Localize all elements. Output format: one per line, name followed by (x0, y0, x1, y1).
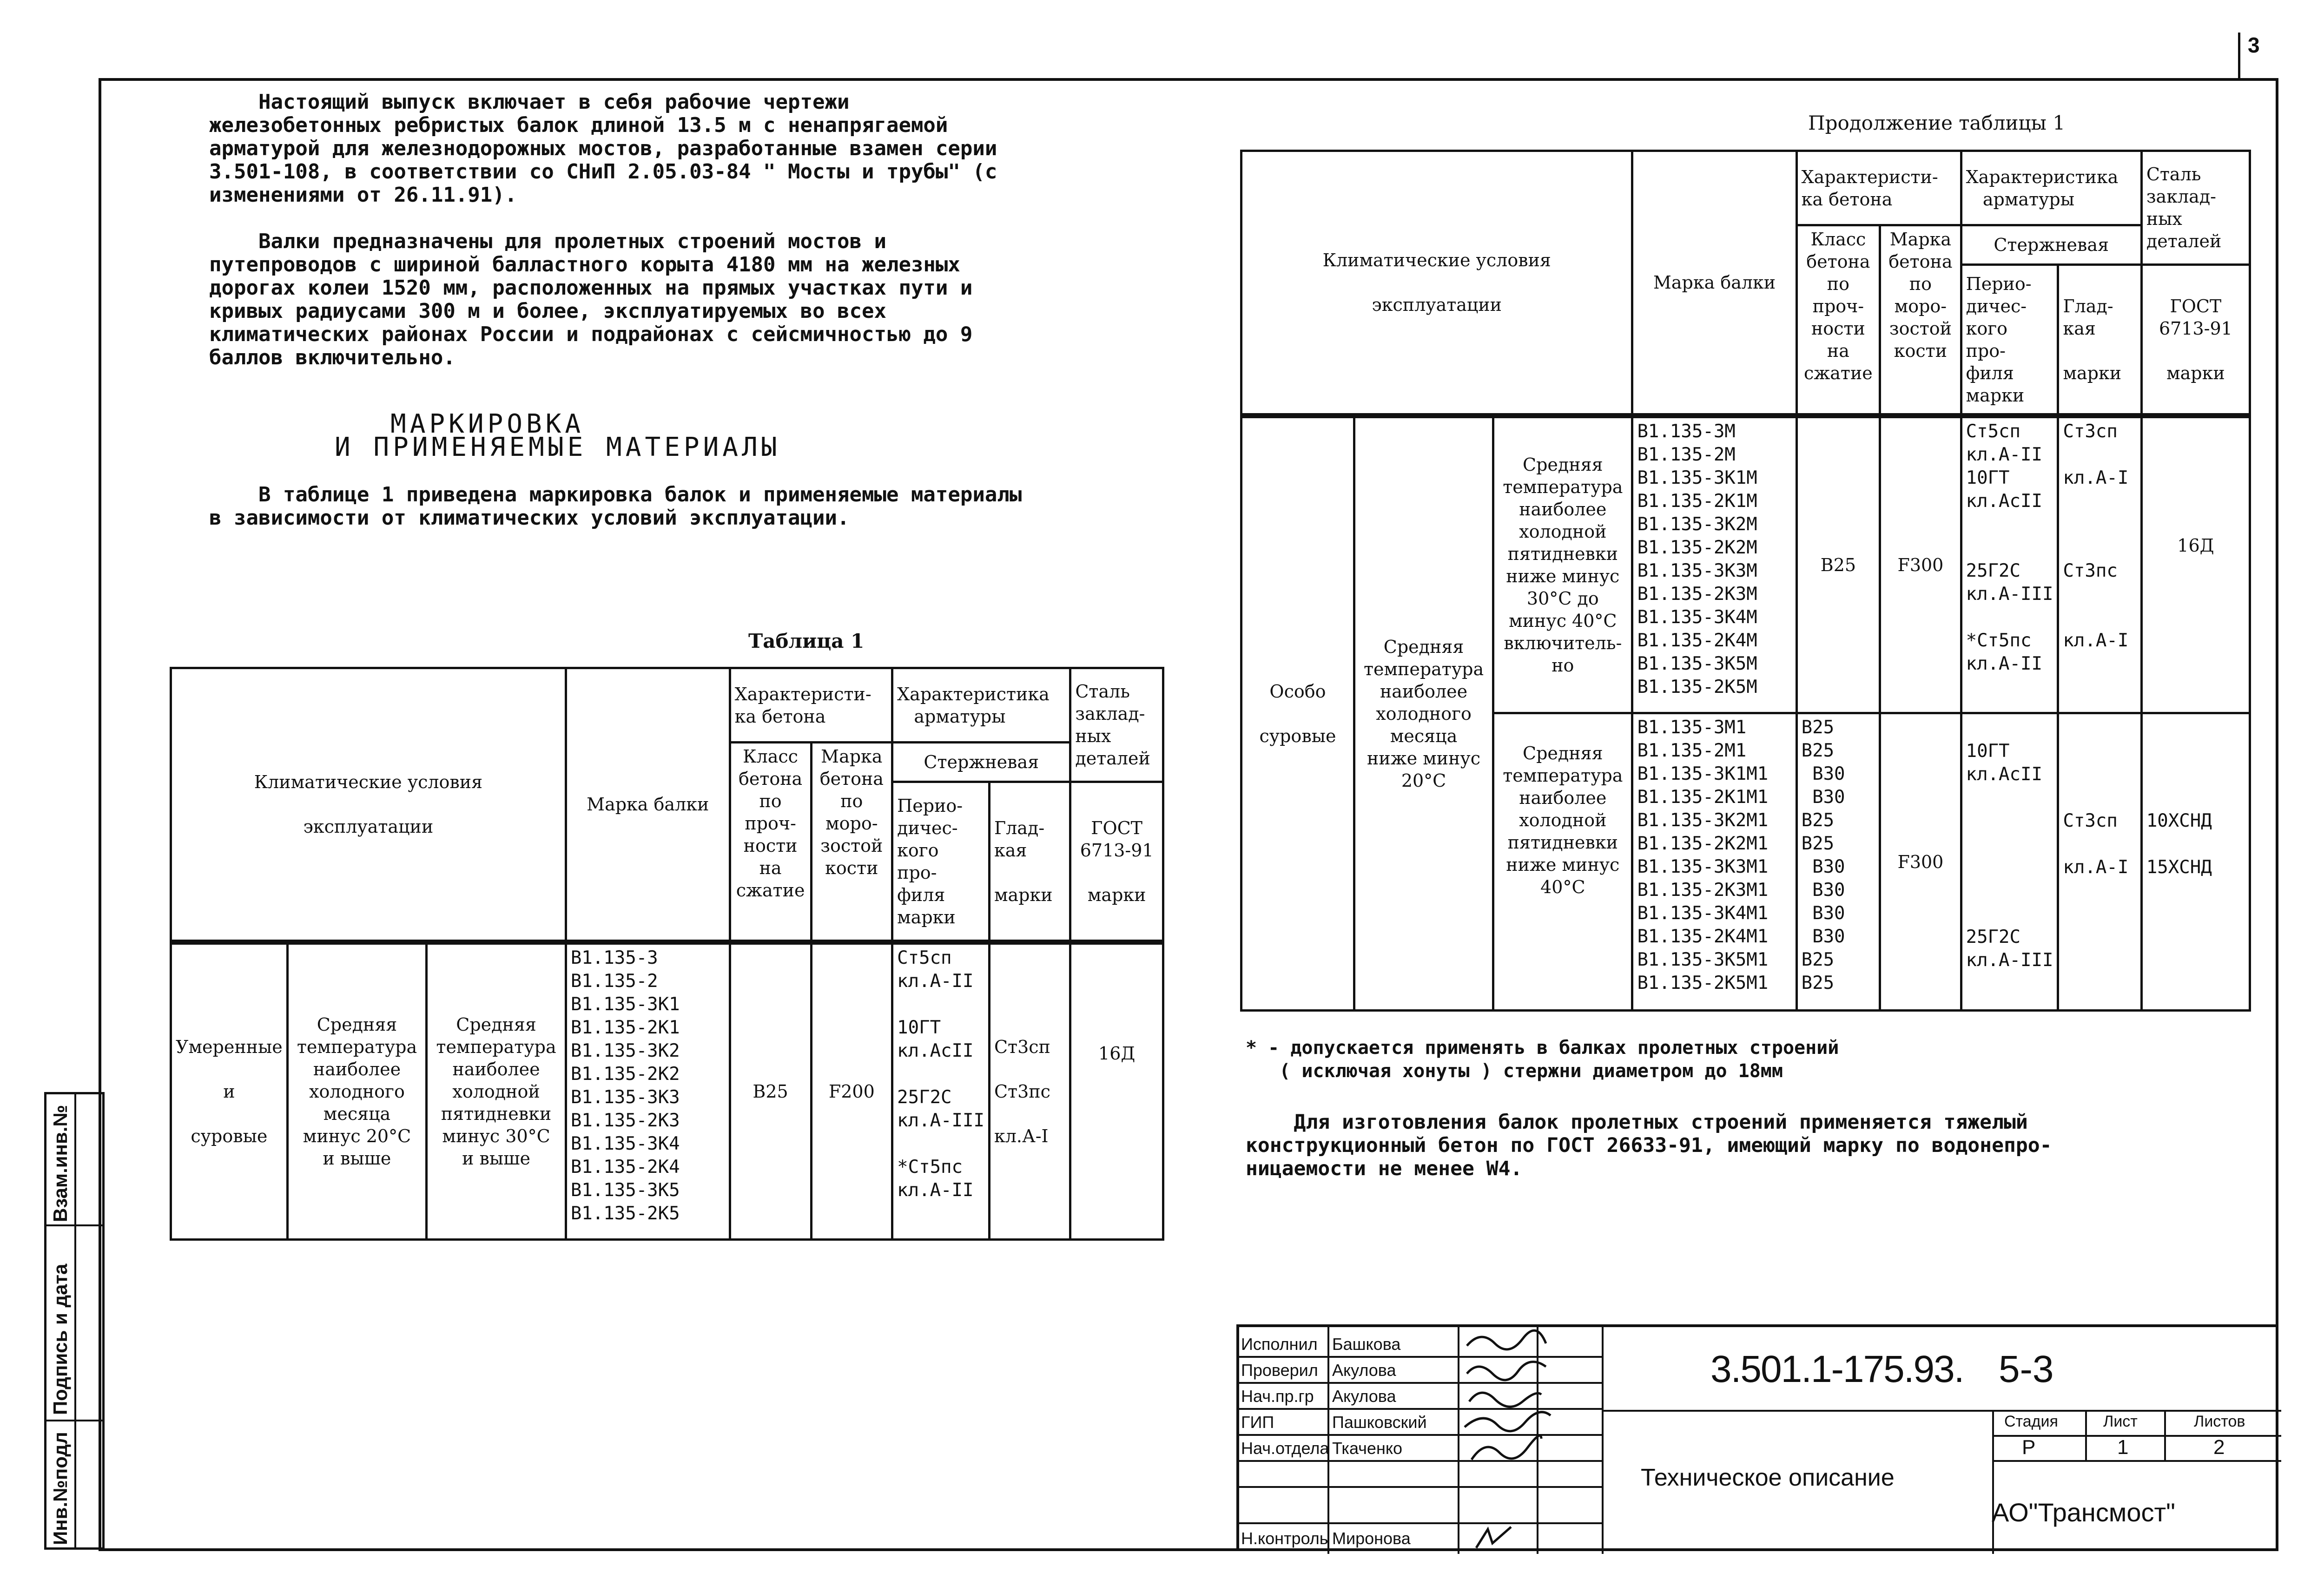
t1-temp-month: Средняя температура наиболее холодного месяца минус 20°С и выше (287, 942, 427, 1240)
t1-smooth: Ст3сп Ст3пс кл.А-I (989, 942, 1070, 1240)
t2-header-steel: Сталь заклад- ных деталей (2141, 151, 2250, 265)
t1-class: В25 (730, 942, 811, 1240)
t1-frost: F200 (811, 942, 892, 1240)
stamp-row-5: Нач.отдела Ткаченко (1241, 1439, 1403, 1458)
side-replace-inv: Взам.инв.№ (49, 1105, 71, 1222)
footnote: * - допускается применять в балках пролетных строений ( исключая хонуты ) стержни диаметром до 18мм (1246, 1037, 1839, 1082)
t2-header-concrete: Характеристи- ка бетона (1796, 151, 1961, 225)
t2-header-rod: Стержневая (1961, 225, 2141, 265)
handwritten-signatures (1462, 1327, 1555, 1554)
table2-caption: Продолжение таблицы 1 (1808, 112, 2066, 134)
side-strip (44, 1092, 105, 1550)
t2-header-gost: ГОСТ 6713-91 марки (2141, 265, 2250, 416)
t2-b-frost: F300 (1880, 713, 1961, 1011)
t2-a-frost: F300 (1880, 416, 1961, 713)
stamp-row-4: ГИП Пашковский (1241, 1413, 1427, 1432)
section-heading-line2: И ПРИМЕНЯЕМЫЕ МАТЕРИАЛЫ (335, 432, 781, 462)
t2-zone: Особо суровые (1241, 416, 1354, 1011)
sheet-number-divider (2238, 33, 2240, 79)
stage-label: Стадия (2004, 1413, 2058, 1430)
t1-header-gost: ГОСТ 6713-91 марки (1070, 782, 1163, 942)
t1-header-rebar: Характеристика арматуры (892, 668, 1070, 743)
t2-b-smooth: Ст3сп кл.А-I (2058, 713, 2141, 1011)
t2-header-periodic: Перио- дичес- кого про- филя марки (1961, 265, 2058, 416)
t1-header-steel: Сталь заклад- ных деталей (1070, 668, 1163, 782)
t2-b-periodic: 10ГТ кл.АсII 25Г2С кл.А-III (1961, 713, 2058, 1011)
intro-paragraph-2: Валки предназначены для пролетных строений мостов и путепроводов с шириной балластного корыта 4180 мм на железных дорогах колеи 1520 мм, расположенных на прямых участках пути и кривых радиусами 300 м и более, эксплуатируемых во всех климатических районах России и подрайонах с сейсмичностью до 9 баллов включительно. (209, 230, 973, 369)
t1-header-concrete: Характеристи- ка бетона (730, 668, 892, 743)
t2-a-marks: В1.135-3М В1.135-2М В1.135-3К1М В1.135-2К1М В1.135-3К2М В1.135-2К2М В1.135-3К3М В1.135-2К3М В1.135-3К4М В1.135-2К4М В1.135-3К5М В1.135-2К5М (1632, 416, 1796, 713)
stamp-row-7: Н.контроль Миронова (1241, 1529, 1411, 1548)
stamp-row-1: Исполнил Башкова (1241, 1335, 1401, 1354)
document-code-number: 5-3 (1999, 1348, 2054, 1390)
t2-b-temp: Средняя температура наиболее холодной пятидневки ниже минус 40°С (1493, 713, 1632, 1011)
t2-b-marks: В1.135-3М1 В1.135-2М1 В1.135-3К1М1 В1.135-2К1М1 В1.135-3К2М1 В1.135-2К2М1 В1.135-3К3М1 В1.135-2К3М1 В1.135-3К4М1 В1.135-2К4М1 В1.135-3К5М1 В1.135-2К5М1 (1632, 713, 1796, 1011)
t2-header-class: Класс бетона по проч- ности на сжатие (1796, 225, 1880, 416)
table1-caption: Таблица 1 (748, 630, 865, 652)
section-heading-line1: МАРКИРОВКА (390, 409, 585, 439)
t2-a-temp: Средняя температура наиболее холодной пятидневки ниже минус 30°С до минус 40°С включитель- но (1493, 416, 1632, 713)
t1-header-frost: Марка бетона по моро- зостой кости (811, 743, 892, 942)
t2-b-class: В25 В25 В30 В30 В25 В25 В30 В30 В30 В30 В25 В25 (1796, 713, 1880, 1011)
stage-value: Р (2022, 1436, 2036, 1459)
t2-header-rebar: Характеристика арматуры (1961, 151, 2141, 225)
intro-paragraph-1: Настоящий выпуск включает в себя рабочие чертежи железобетонных ребристых балок длиной 13.5 м с ненапрягаемой арматурой для железнодорожных мостов, разработанные взамен серии 3.501-108, в соответствии со СНиП 2.05.03-84 " Мосты и трубы" (с изменениями от 26.11.91). (209, 90, 997, 207)
t1-header-class: Класс бетона по проч- ности на сжатие (730, 743, 811, 942)
t1-temp-5day: Средняя температура наиболее холодной пятидневки минус 30°С и выше (427, 942, 566, 1240)
t2-a-class: В25 (1796, 416, 1880, 713)
t2-temp-month: Средняя температура наиболее холодного месяца ниже минус 20°С (1354, 416, 1493, 1011)
table-1 (170, 667, 1164, 1241)
organization: АО"Трансмост" (1992, 1498, 2176, 1527)
intro-paragraph-3: В таблице 1 приведена маркировка балок и применяемые материалы в зависимости от климатических условий эксплуатации. (209, 483, 1022, 530)
t2-header-frost: Марка бетона по моро- зостой кости (1880, 225, 1961, 416)
table-1-continued (1240, 150, 2251, 1012)
sheet-label: Лист (2103, 1413, 2138, 1430)
sheet-number: 3 (2248, 33, 2260, 57)
stamp-row-2: Проверил Акулова (1241, 1361, 1396, 1380)
sheet-value: 1 (2117, 1436, 2129, 1459)
t2-header-mark: Марка балки (1632, 151, 1796, 416)
t1-marks: В1.135-3 В1.135-2 В1.135-3К1 В1.135-2К1 В1.135-3К2 В1.135-2К2 В1.135-3К3 В1.135-2К3 В1.135-3К4 В1.135-2К4 В1.135-3К5 В1.135-2К5 (566, 942, 730, 1240)
sheets-value: 2 (2213, 1436, 2225, 1459)
t2-a-periodic: Ст5сп кл.А-II 10ГТ кл.АсII 25Г2С кл.А-III *Ст5пс кл.А-II (1961, 416, 2058, 713)
side-inv-orig: Инв.№подл (49, 1432, 71, 1545)
t2-a-smooth: Ст3сп кл.А-I Ст3пс кл.А-I (2058, 416, 2141, 713)
t1-periodic: Ст5сп кл.А-II 10ГТ кл.АсII 25Г2С кл.А-III *Ст5пс кл.А-II (892, 942, 990, 1240)
t2-a-steel: 16Д (2141, 416, 2250, 713)
t1-header-periodic: Перио- дичес- кого про- филя марки (892, 782, 990, 942)
concrete-note: Для изготовления балок пролетных строений применяется тяжелый конструкционный бетон по ГОСТ 26633-91, имеющий марку по водонепро- ницаемости не менее W4. (1246, 1111, 2052, 1180)
t1-header-rod: Стержневая (892, 743, 1070, 782)
t2-header-smooth: Глад- кая марки (2058, 265, 2141, 416)
t2-b-steel: 10ХСНД 15ХСНД (2141, 713, 2250, 1011)
document-code: 3.501.1-175.93. (1710, 1348, 1964, 1390)
t1-header-climate: Климатические условия эксплуатации (171, 668, 566, 942)
t1-zone: Умеренные и суровые (171, 942, 288, 1240)
sheets-label: Листов (2194, 1413, 2245, 1430)
document-description: Техническое описание (1641, 1464, 1895, 1491)
t1-steel: 16Д (1070, 942, 1163, 1240)
side-sign-date: Подпись и дата (49, 1263, 71, 1415)
t1-header-mark: Марка балки (566, 668, 730, 942)
t1-header-smooth: Глад- кая марки (989, 782, 1070, 942)
t2-header-climate: Климатические условия эксплуатации (1241, 151, 1632, 416)
stamp-row-3: Нач.пр.гр Акулова (1241, 1387, 1396, 1406)
